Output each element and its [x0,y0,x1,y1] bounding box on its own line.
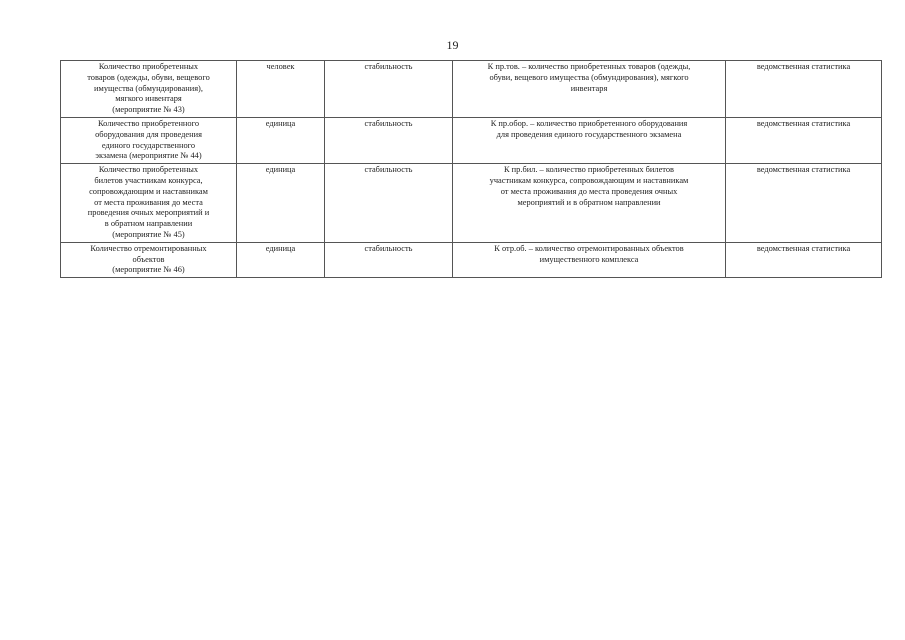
cell-line: в обратном направлении [104,219,193,229]
indicators-table [60,60,882,278]
cell-line: (мероприятие № 43) [112,105,185,115]
table-row [61,164,882,243]
cell-line: (мероприятие № 45) [112,229,185,239]
cell-line: товаров (одежды, обуви, вещевого [87,72,210,82]
cell-line: обуви, вещевого имущества (обмундирования), мягкого [489,72,689,82]
unit-cell: человек [237,61,325,118]
cell-line: сопровождающим и наставникам [89,186,208,196]
cell-line: экзамена (мероприятие № 44) [95,151,202,161]
cell-line: мягкого инвентаря [115,94,182,104]
page-number: 19 [446,38,459,52]
cell-line: проведения очных мероприятий и [87,208,210,218]
source-cell: ведомственная статистика [726,242,882,277]
cell-line: мероприятий и в обратном направлении [517,197,661,207]
cell-line: объектов [132,254,165,264]
table-row [61,242,882,277]
cell-line: Количество отремонтированных [90,243,207,253]
source-cell: ведомственная статистика [726,117,882,163]
cell-line: Количество приобретенных [98,62,199,71]
cell-line: имущественного комплекса [539,254,639,264]
cell-line: для проведения единого государственного экзамена [496,129,682,139]
cell-line: единого государственного [101,140,196,150]
cell-line: инвентаря [570,83,608,93]
cell-line: К пр.бил. – количество приобретенных билетов [504,165,674,175]
trend-cell: стабильность [325,242,453,277]
indicator-name-cell [61,164,237,243]
cell-line: имущества (обмундирования), [94,83,203,93]
cell-line: от места проживания до места [94,197,203,207]
formula-cell [453,164,726,243]
indicator-name-cell [61,242,237,277]
cell-line: (мероприятие № 46) [112,265,185,275]
trend-cell: стабильность [325,117,453,163]
table-row [61,61,882,118]
cell-line: К отр.об. – количество отремонтированных объектов [494,243,684,253]
trend-cell: стабильность [325,164,453,243]
indicator-name-cell [61,117,237,163]
indicator-name-cell [61,61,237,118]
cell-line: билетов участникам конкурса, [94,175,203,185]
cell-line: К пр.обор. – количество приобретенного оборудования [490,118,688,128]
source-cell: ведомственная статистика [726,61,882,118]
formula-cell [453,117,726,163]
cell-line: от места проживания до места проведения очных [500,186,678,196]
cell-line: Количество приобретенного [97,118,200,128]
unit-cell: единица [237,117,325,163]
formula-cell [453,242,726,277]
formula-cell [453,61,726,118]
source-cell: ведомственная статистика [726,164,882,243]
trend-cell: стабильность [325,61,453,118]
cell-line: Количество приобретенных [98,165,199,175]
unit-cell: единица [237,164,325,243]
table-row [61,117,882,163]
cell-line: К пр.тов. – количество приобретенных товаров (одежды, [487,62,691,71]
unit-cell: единица [237,242,325,277]
cell-line: оборудования для проведения [95,129,202,139]
cell-line: участникам конкурса, сопровождающим и наставникам [489,175,689,185]
